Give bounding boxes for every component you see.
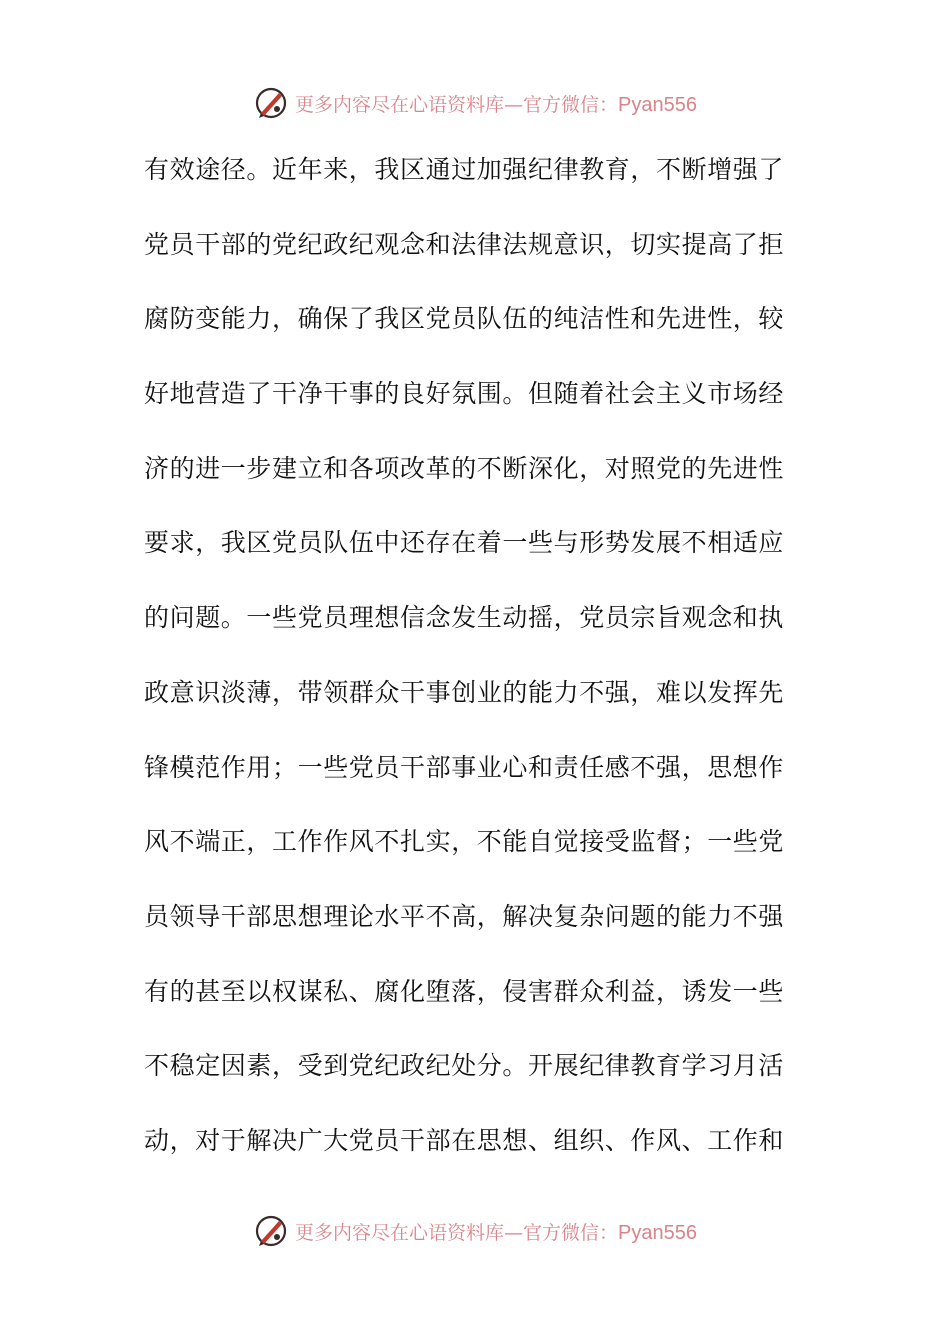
- text-line: 不稳定因素，受到党纪政纪处分。开展纪律教育学习月活: [144, 1051, 785, 1081]
- pen-circle-logo-icon: [253, 1213, 289, 1249]
- text-line: 的问题。一些党员理想信念发生动摇，党员宗旨观念和执: [144, 603, 785, 633]
- text-line: 党员干部的党纪政纪观念和法律法规意识，切实提高了拒: [144, 229, 785, 259]
- document-body: [144, 142, 808, 1188]
- footer-watermark: [0, 1211, 950, 1251]
- watermark-site-name: 更多内容尽在心语资料库: [295, 93, 505, 116]
- text-line: 政意识淡薄，带领群众干事创业的能力不强，难以发挥先: [144, 677, 785, 707]
- text-line: 动，对于解决广大党员干部在思想、组织、作风、工作和: [144, 1125, 785, 1155]
- text-line: 济的进一步建立和各项改革的不断深化，对照党的先进性: [144, 453, 785, 483]
- header-watermark: [0, 83, 950, 123]
- watermark-separator: —: [504, 1221, 524, 1244]
- text-line: 要求，我区党员队伍中还存在着一些与形势发展不相适应: [144, 528, 785, 558]
- text-line: 风不端正，工作作风不扎实，不能自觉接受监督；一些党: [144, 827, 785, 857]
- watermark-separator: —: [504, 93, 524, 116]
- text-line: 员领导干部思想理论水平不高，解决复杂问题的能力不强: [144, 901, 785, 931]
- text-line: 有效途径。近年来，我区通过加强纪律教育，不断增强了: [144, 155, 785, 184]
- watermark-account: Pyan556: [618, 1221, 697, 1244]
- watermark-text: [295, 1218, 697, 1245]
- pen-circle-logo-icon: [253, 85, 289, 121]
- watermark-account: Pyan556: [618, 93, 697, 116]
- watermark-text: [295, 90, 697, 117]
- text-line: 有的甚至以权谋私、腐化堕落，侵害群众利益，诱发一些: [144, 976, 785, 1006]
- watermark-label: 官方微信：: [523, 1221, 619, 1244]
- text-line: 腐防变能力，确保了我区党员队伍的纯洁性和先进性，较: [144, 304, 785, 334]
- text-line: 锋模范作用；一些党员干部事业心和责任感不强，思想作: [144, 752, 785, 782]
- text-line: 好地营造了干净干事的良好氛围。但随着社会主义市场经: [144, 379, 785, 409]
- watermark-label: 官方微信：: [523, 93, 619, 116]
- watermark-site-name: 更多内容尽在心语资料库: [295, 1221, 505, 1244]
